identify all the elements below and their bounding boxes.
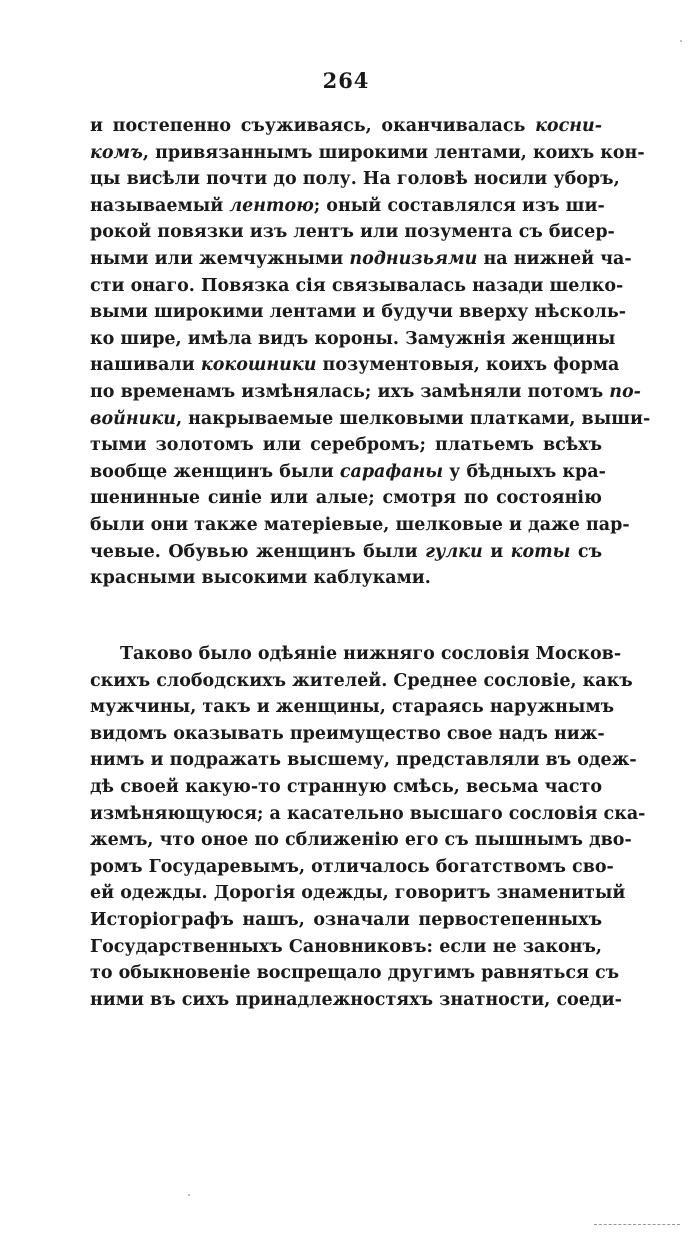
paper-speck: [188, 1194, 190, 1196]
text-line: [90, 721, 605, 748]
text-line: [90, 880, 626, 907]
text-line: [90, 166, 620, 193]
text-run: выми широкими лентами и будучи вверху нѣсколь-: [90, 302, 626, 323]
paper-speck: [680, 40, 682, 42]
text-line: [90, 539, 602, 566]
text-run: по временамъ измѣнялась; ихъ замѣняли потомъ: [90, 381, 610, 402]
text-line: [90, 801, 646, 828]
italic-term: поднизьями: [349, 248, 478, 269]
text-line: [90, 273, 624, 300]
italic-term: лентою: [229, 195, 314, 216]
text-line: [90, 299, 626, 326]
text-run: сти онаго. Повязка сія связывалась назади шелко-: [90, 275, 624, 296]
text-run: мужчины, такъ и женщины, стараясь наружнымъ: [90, 697, 615, 718]
text-run: на нижней ча-: [477, 248, 632, 269]
text-run: и: [482, 541, 511, 562]
italic-term: кокошники: [200, 355, 317, 376]
text-line: [90, 352, 620, 379]
text-run: ко шире, имѣла видъ короны. Замужнія женщины: [90, 328, 616, 349]
text-line: [90, 934, 602, 961]
text-run: позументовыя, коихъ форма: [316, 355, 620, 376]
page-number: 264: [322, 68, 370, 93]
text-line: [90, 774, 602, 801]
text-run: красными высокими каблуками.: [90, 568, 431, 589]
text-run: дѣ своей какую-то странную смѣсь, весьма часто: [90, 776, 602, 797]
text-run: видомъ оказывать преимущество свое надъ ниж-: [90, 723, 605, 744]
text-line: [90, 641, 622, 668]
text-run: у бѣдныхъ кра-: [443, 461, 606, 482]
text-run: цы висѣли почти до полу. На головѣ носили уборъ,: [90, 169, 620, 190]
text-line: [90, 459, 606, 486]
text-run: чевые. Обувью женщинъ были: [90, 541, 426, 562]
italic-term: сарафаны: [339, 461, 444, 482]
text-line: [90, 246, 632, 273]
text-run: нимъ и подражать высшему, представляли въ одеж-: [90, 750, 637, 771]
text-line: [90, 326, 616, 353]
text-run: съ: [570, 541, 602, 562]
text-line: [90, 747, 637, 774]
italic-term: косни-: [535, 116, 602, 136]
italic-term: войники: [90, 408, 176, 429]
italic-term: коты: [510, 541, 571, 562]
text-line: [90, 406, 651, 433]
text-line: [90, 827, 632, 854]
paragraph-2: [90, 641, 646, 1013]
text-run: Таково было одѣяніе нижняго сословія Москов-: [120, 644, 622, 664]
text-line: [90, 960, 620, 987]
text-line: [90, 565, 602, 592]
text-line: [90, 987, 622, 1014]
text-line: [90, 694, 615, 721]
text-run: ; оный составлялся изъ ши-: [313, 195, 605, 216]
text-line: [90, 140, 645, 167]
italic-term: по-: [609, 381, 641, 402]
text-run: были они также матеріевые, шелковые и даже пар-: [90, 514, 630, 535]
paragraph-1: [90, 113, 651, 592]
text-run: и постепенно съуживаясь, оканчивалась: [90, 116, 536, 136]
text-line: [90, 854, 614, 881]
text-run: тыми золотомъ или серебромъ; платьемъ всѣхъ: [90, 435, 602, 456]
text-line: [90, 193, 605, 220]
text-run: , привязаннымъ широкими лентами, коихъ кон-: [142, 142, 645, 163]
text-run: вообще женщинъ были: [90, 461, 340, 482]
italic-term: гулки: [425, 541, 483, 562]
text-line: [90, 512, 630, 539]
text-line: [90, 113, 602, 140]
text-run: шенинные синіе или алые; смотря по состоянію: [90, 488, 602, 509]
text-run: , накрываемые шелковыми платками, выши-: [175, 408, 651, 429]
text-line: [90, 668, 633, 695]
text-line: [90, 907, 602, 934]
text-line: [90, 485, 602, 512]
text-run: ромъ Государевымъ, отличалось богатствомъ сво-: [90, 856, 614, 877]
text-run: ей одежды. Дорогія одежды, говоритъ знаменитый: [90, 883, 626, 904]
text-run: ными или жемчужными: [90, 248, 350, 269]
text-run: нашивали: [90, 355, 201, 376]
text-run: измѣняющуюся; а касательно высшаго сословія ска-: [90, 803, 646, 824]
text-run: Государственныхъ Сановниковъ: если не законъ,: [90, 936, 602, 957]
text-run: то обыкновеніе воспрещало другимъ равняться съ: [90, 963, 620, 984]
page-edge-mark: [594, 1224, 680, 1226]
text-run: рокой повязки изъ лентъ или позумента съ бисер-: [90, 222, 615, 243]
text-run: Исторіографъ нашъ, означали первостепенныхъ: [90, 909, 602, 930]
text-run: называемый: [90, 195, 230, 216]
italic-term: комъ: [90, 142, 143, 163]
text-run: скихъ слободскихъ жителей. Среднее сословіе, какъ: [90, 670, 633, 691]
text-run: жемъ, что оное по сближенію его съ пышнымъ дво-: [90, 830, 632, 851]
text-line: [90, 219, 615, 246]
text-run: ними въ сихъ принадлежностяхъ знатности, соеди-: [90, 989, 622, 1010]
text-line: [90, 432, 602, 459]
text-line: [90, 379, 641, 406]
